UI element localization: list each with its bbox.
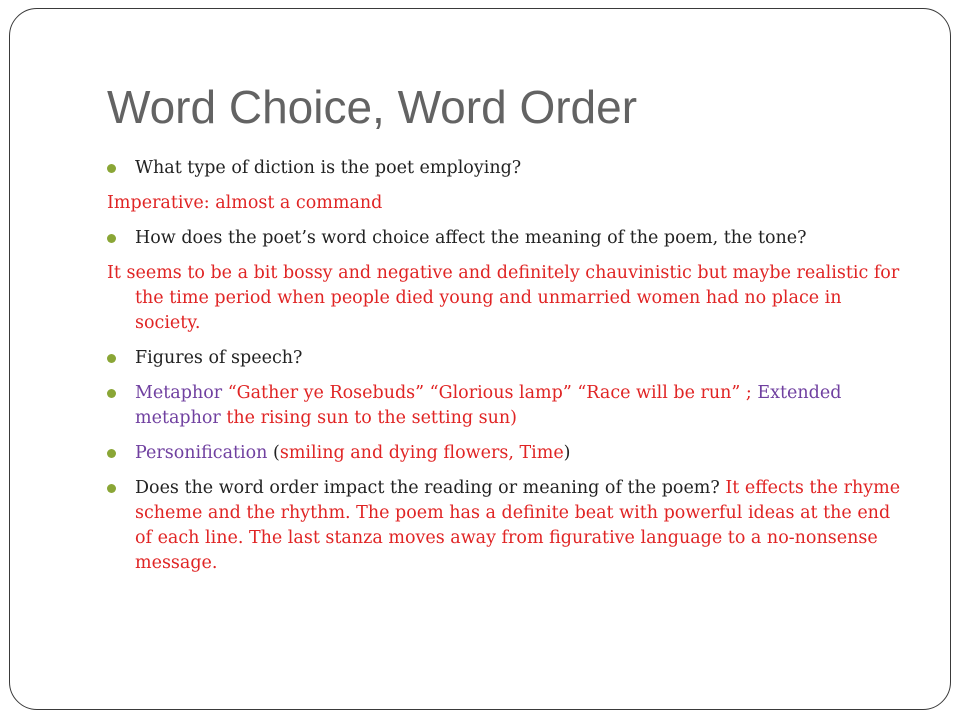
bullet-diction-question — [107, 156, 907, 181]
bullet-word-choice-question — [107, 226, 907, 251]
slide-title: Word Choice, Word Order — [107, 81, 638, 133]
answer-text: It seems to be a bit bossy and negative and definitely chauvinistic but maybe realistic for the time period when people died young and unmarried women had no place in society. — [107, 263, 900, 333]
bullet-icon — [107, 389, 116, 398]
metaphor-examples: “Gather ye Rosebuds” “Glorious lamp” “Race will be run” ; — [222, 383, 758, 403]
bullet-icon — [107, 354, 116, 363]
slide-content — [107, 156, 907, 586]
bullet-icon — [107, 234, 116, 243]
bullet-icon — [107, 449, 116, 458]
personification-open-paren: ( — [267, 443, 280, 463]
answer-text: Imperative: almost a command — [107, 193, 383, 213]
answer-text: It effects the rhyme scheme and the rhythm. The poem has a definite beat with powerful ideas at the end of each line. The last stanza moves away from figurative language to a no-nonsense message. — [135, 478, 901, 573]
bullet-figures-question — [107, 346, 907, 371]
personification-label: Personification — [135, 443, 268, 463]
answer-diction — [107, 191, 907, 216]
question-text: Does the word order impact the reading or meaning of the poem? — [135, 478, 720, 498]
bullet-icon — [107, 484, 116, 493]
question-text: How does the poet’s word choice affect the meaning of the poem, the tone? — [135, 228, 807, 248]
question-text: What type of diction is the poet employing? — [135, 158, 522, 178]
personification-examples: smiling and dying flowers, Time — [279, 443, 564, 463]
personification-close-paren: ) — [563, 443, 571, 463]
extended-metaphor-text: the rising sun to the setting sun) — [220, 408, 517, 428]
answer-word-choice — [107, 261, 907, 336]
bullet-word-order — [107, 476, 907, 576]
question-text: Figures of speech? — [135, 348, 303, 368]
metaphor-label: Metaphor — [135, 383, 223, 403]
bullet-personification — [107, 441, 907, 466]
bullet-metaphor — [107, 381, 907, 431]
bullet-icon — [107, 164, 116, 173]
extended-metaphor-label: Extended metaphor — [135, 383, 842, 428]
